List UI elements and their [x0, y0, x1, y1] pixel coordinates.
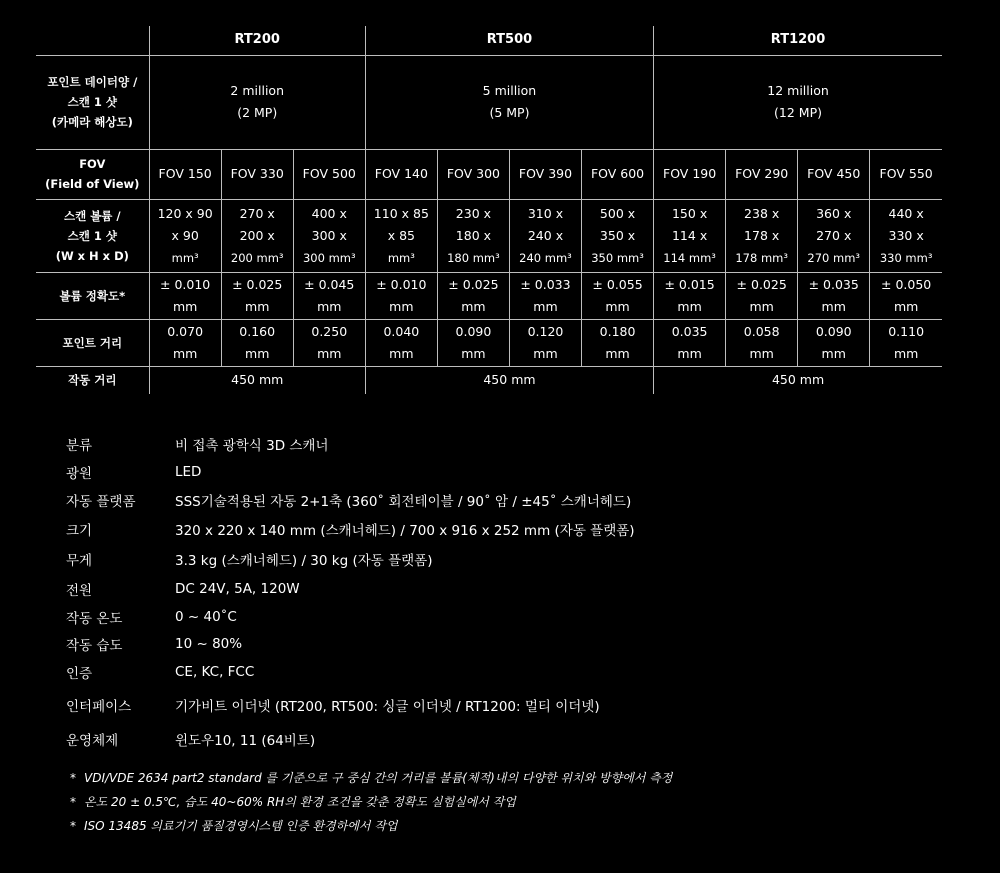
spec-label: 인증: [66, 666, 93, 682]
accuracy-row: [36, 272, 942, 319]
spec-label: 작동 온도: [66, 610, 123, 627]
spec-table: [36, 26, 942, 394]
point-distance-cell: 0.160 mm: [221, 319, 293, 366]
general-spec-list: [66, 430, 966, 755]
fov-cell: FOV 390: [509, 149, 581, 199]
fov-cell: FOV 300: [437, 149, 509, 199]
footnote-asterisk: *: [70, 819, 76, 833]
spec-value: 윈도우10, 11 (64비트): [175, 733, 316, 749]
spec-row-certification: [66, 657, 966, 687]
accuracy-cell: ± 0.025 mm: [726, 272, 798, 319]
spec-label: 전원: [66, 582, 93, 599]
spec-label: 작동 습도: [66, 637, 123, 654]
footnotes: [70, 766, 672, 838]
working-distance-row: [36, 366, 942, 394]
spec-label: 크기: [66, 523, 93, 539]
fov-row: [36, 149, 942, 199]
point-distance-cell: 0.040 mm: [365, 319, 437, 366]
footnote-asterisk: *: [70, 771, 76, 785]
spec-value: 10 ~ 80%: [175, 635, 243, 652]
footnote-asterisk: *: [70, 795, 76, 809]
point-distance-cell: 0.035 mm: [654, 319, 726, 366]
scan-volume-cell: 238 x 178 x 178 mm³: [726, 199, 798, 272]
spec-value: LED: [175, 464, 202, 480]
point-distance-cell: 0.058 mm: [726, 319, 798, 366]
spec-row-auto-platform: [66, 486, 966, 514]
scan-volume-cell: 230 x 180 x 180 mm³: [437, 199, 509, 272]
points-cell-rt1200: 12 million (12 MP): [654, 55, 942, 149]
working-distance-rt1200: 450 mm: [654, 366, 942, 394]
spec-value: SSS기술적용된 자동 2+1축 (360˚ 회전테이블 / 90˚ 암 / ±45˚ 스캐너헤드): [175, 494, 632, 510]
footnote: [70, 814, 672, 838]
footnote-text: VDI/VDE 2634 part2 standard 를 기준으로 구 중심 간의 거리를 볼륨(체적)내의 다양한 위치와 방향에서 측정: [84, 771, 673, 785]
accuracy-cell: ± 0.025 mm: [437, 272, 509, 319]
scan-volume-cell: 360 x 270 x 270 mm³: [798, 199, 870, 272]
spec-row-os: [66, 723, 966, 755]
spec-label: 광원: [66, 466, 93, 482]
point-distance-cell: 0.180 mm: [582, 319, 654, 366]
fov-cell: FOV 190: [654, 149, 726, 199]
accuracy-cell: ± 0.035 mm: [798, 272, 870, 319]
point-distance-cell: 0.070 mm: [149, 319, 221, 366]
point-distance-cell: 0.110 mm: [870, 319, 942, 366]
row-header-accuracy: 볼륨 정확도*: [36, 272, 149, 319]
footnote: [70, 790, 672, 814]
points-cell-rt200: 2 million (2 MP): [149, 55, 365, 149]
model-header-rt200: RT200: [149, 26, 365, 55]
model-row: [36, 26, 942, 55]
accuracy-cell: ± 0.033 mm: [509, 272, 581, 319]
corner-cell: [36, 26, 149, 55]
spec-row-power: [66, 574, 966, 603]
point-distance-cell: 0.090 mm: [437, 319, 509, 366]
scan-volume-cell: 110 x 85 x 85 mm³: [365, 199, 437, 272]
footnote-text: ISO 13485 의료기기 품질경영시스템 인증 환경하에서 작업: [84, 819, 398, 833]
spec-row-operating-humidity: [66, 630, 966, 657]
spec-label: 인터페이스: [66, 699, 132, 715]
accuracy-cell: ± 0.010 mm: [365, 272, 437, 319]
row-header-working-distance: 작동 거리: [68, 373, 117, 388]
scan-volume-cell: 270 x 200 x 200 mm³: [221, 199, 293, 272]
spec-value: 3.3 kg (스캐너헤드) / 30 kg (자동 플랫폼): [175, 553, 433, 569]
point-distance-cell: 0.120 mm: [509, 319, 581, 366]
footnote-text: 온도 20 ± 0.5℃, 습도 40~60% RH의 환경 조건을 갖춘 정확도 실험실에서 작업: [84, 795, 516, 809]
point-distance-cell: 0.090 mm: [798, 319, 870, 366]
spec-row-operating-temperature: [66, 603, 966, 630]
fov-cell: FOV 550: [870, 149, 942, 199]
spec-label: 운영체제: [66, 733, 119, 749]
scan-volume-cell: 500 x 350 x 350 mm³: [582, 199, 654, 272]
fov-cell: FOV 150: [149, 149, 221, 199]
spec-label: 자동 플랫폼: [66, 494, 136, 510]
accuracy-cell: ± 0.010 mm: [149, 272, 221, 319]
row-header-scan-volume: 스캔 볼륨 / 스캔 1 샷 (W x H x D): [36, 199, 149, 272]
working-distance-rt200: 450 mm: [149, 366, 365, 394]
fov-cell: FOV 600: [582, 149, 654, 199]
spec-value: DC 24V, 5A, 120W: [175, 580, 300, 597]
scan-volume-row: [36, 199, 942, 272]
spec-row-weight: [66, 544, 966, 574]
points-cell-rt500: 5 million (5 MP): [365, 55, 653, 149]
accuracy-cell: ± 0.025 mm: [221, 272, 293, 319]
points-row: [36, 55, 942, 149]
spec-label: 분류: [66, 438, 93, 454]
spec-label: 무게: [66, 553, 93, 569]
accuracy-cell: ± 0.055 mm: [582, 272, 654, 319]
point-distance-cell: 0.250 mm: [293, 319, 365, 366]
spec-row-category: [66, 430, 966, 458]
accuracy-cell: ± 0.045 mm: [293, 272, 365, 319]
spec-value: 기가비트 이더넷 (RT200, RT500: 싱글 이더넷 / RT1200: 멀티 이더넷): [175, 699, 600, 715]
fov-cell: FOV 290: [726, 149, 798, 199]
row-header-fov: FOV (Field of View): [36, 149, 149, 199]
spec-value: 0 ~ 40˚C: [175, 608, 237, 625]
row-header-point-distance: 포인트 거리: [36, 319, 149, 366]
spec-value: CE, KC, FCC: [175, 664, 255, 680]
fov-cell: FOV 450: [798, 149, 870, 199]
point-distance-row: [36, 319, 942, 366]
spec-row-size: [66, 514, 966, 544]
accuracy-cell: ± 0.015 mm: [654, 272, 726, 319]
fov-cell: FOV 500: [293, 149, 365, 199]
spec-row-interface: [66, 687, 966, 723]
model-header-rt1200: RT1200: [654, 26, 942, 55]
scan-volume-cell: 440 x 330 x 330 mm³: [870, 199, 942, 272]
scan-volume-cell: 310 x 240 x 240 mm³: [509, 199, 581, 272]
row-header-points: 포인트 데이터양 / 스캔 1 샷 (카메라 해상도): [36, 55, 149, 149]
footnote: [70, 766, 672, 790]
spec-value: 비 접촉 광학식 3D 스캐너: [175, 438, 329, 454]
fov-cell: FOV 330: [221, 149, 293, 199]
spec-value: 320 x 220 x 140 mm (스캐너헤드) / 700 x 916 x 252 mm (자동 플랫폼): [175, 523, 635, 539]
scan-volume-cell: 150 x 114 x 114 mm³: [654, 199, 726, 272]
accuracy-cell: ± 0.050 mm: [870, 272, 942, 319]
working-distance-rt500: 450 mm: [365, 366, 653, 394]
spec-row-light-source: [66, 458, 966, 486]
model-header-rt500: RT500: [365, 26, 653, 55]
scan-volume-cell: 400 x 300 x 300 mm³: [293, 199, 365, 272]
scan-volume-cell: 120 x 90 x 90 mm³: [149, 199, 221, 272]
fov-cell: FOV 140: [365, 149, 437, 199]
